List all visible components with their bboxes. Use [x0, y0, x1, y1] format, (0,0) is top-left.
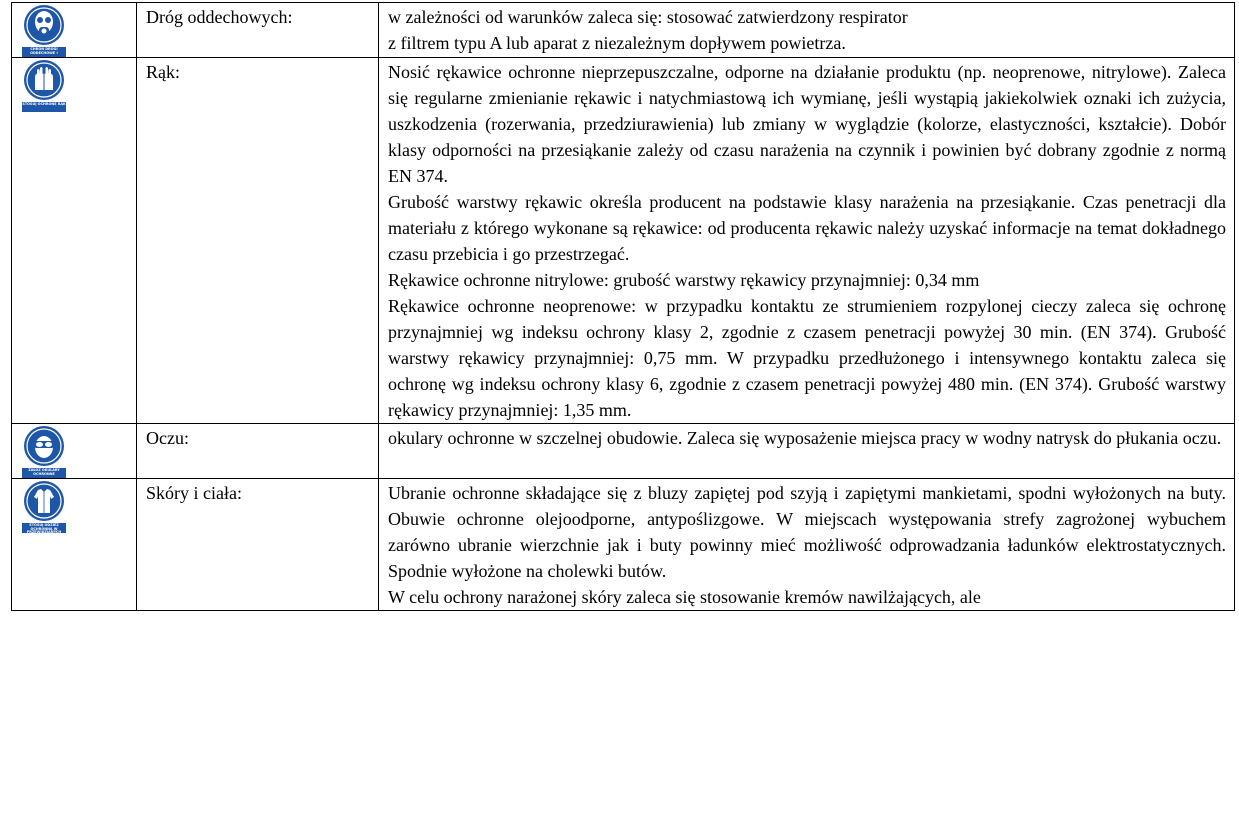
- sign-caption: STOSUJ OCHRONĘ RĄK: [22, 102, 66, 112]
- sign-caption: ZAŁÓŻ OKULARY OCHRONNE: [22, 468, 66, 478]
- paragraph: Nosić rękawice ochronne nieprzepuszczalne, odporne na działanie produktu (np. neoprenowe, nitrylowe). Zaleca się regularne zmienianie rękawic i natychmiastową ich wymianę, jeśli wystąpią jakiekolwiek oznaki ich zużycia, uszkodzenia (rozerwania, przedziurawienia) lub zmiany w wyglądzie (kolorze, elastyczności, kształcie). Dobór klasy odporności na przesiąkanie zależy od czasu narażenia na czynnik i powinien być dobrany zgodnie z normą EN 374.: [388, 62, 1226, 186]
- table-row-respiratory: [12, 3, 1235, 58]
- icon-cell: [12, 424, 137, 479]
- table-row-hands: [12, 58, 1235, 424]
- row-label: Skóry i ciała:: [137, 479, 379, 611]
- row-description: [379, 479, 1235, 611]
- paragraph: w zależności od warunków zaleca się: stosować zatwierdzony respirator: [388, 7, 908, 27]
- protective-clothing-icon: [22, 481, 66, 538]
- paragraph: Rękawice ochronne neoprenowe: w przypadku kontaktu ze strumieniem rozpylonej cieczy zaleca się ochronę przynajmniej wg indeksu ochrony klasy 2, zgodnie z czasem penetracji powyżej 30 min. (EN 374). Grubość warstwy rękawicy przynajmniej: 0,75 mm. W przypadku przedłużonego i intensywnego kontaktu zaleca się ochronę wg indeksu ochrony klasy 6, zgodnie z czasem penetracji powyżej 480 min. (EN 374). Grubość warstwy rękawicy przynajmniej: 1,35 mm.: [388, 296, 1226, 420]
- icon-cell: [12, 3, 137, 58]
- sign-caption: STOSUJ ODZIEŻ OCHRONNĄ W PRZEWIDZIANYCH PRZYPADKACH: [22, 523, 66, 533]
- icon-cell: [12, 479, 137, 611]
- ppe-table-container: [11, 2, 1234, 611]
- paragraph: Ubranie ochronne składające się z bluzy zapiętej pod szyją i zapiętymi mankietami, spodni wyłożonych na buty. Obuwie ochronne olejoodporne, antypoślizgowe. W miejscach występowania strefy zagrożonej wybuchem zarówno ubranie wierzchnie jak i buty powinny mieć możliwość odprowadzania ładunków elektrostatycznych. Spodnie wyłożone na cholewki butów.: [388, 483, 1226, 581]
- row-description: [379, 424, 1235, 479]
- row-description: [379, 3, 1235, 58]
- row-description: [379, 58, 1235, 424]
- row-label: Rąk:: [137, 58, 379, 424]
- sign-caption: CHROŃ DROGI ODDECHOWE !: [22, 47, 66, 57]
- table-row-eyes: [12, 424, 1235, 479]
- row-label: Dróg oddechowych:: [137, 3, 379, 58]
- ppe-table: [11, 2, 1235, 611]
- paragraph: okulary ochronne w szczelnej obudowie. Zaleca się wyposażenie miejsca pracy w wodny natrysk do płukania oczu.: [388, 428, 1222, 448]
- icon-cell: [12, 58, 137, 424]
- table-row-skin-body: [12, 479, 1235, 611]
- paragraph: Grubość warstwy rękawic określa producent na podstawie klasy narażenia na przesiąkanie. Czas penetracji dla materiału z którego wykonane są rękawice: od producenta rękawic należy uzyskać informacje na temat dokładnego czasu przebicia i go przestrzegać.: [388, 192, 1226, 264]
- safety-goggles-icon: [22, 426, 66, 478]
- respirator-mask-icon: [22, 5, 66, 57]
- paragraph: Rękawice ochronne nitrylowe: grubość warstwy rękawicy przynajmniej: 0,34 mm: [388, 270, 980, 290]
- paragraph: z filtrem typu A lub aparat z niezależnym dopływem powietrza.: [388, 33, 846, 53]
- row-label: Oczu:: [137, 424, 379, 479]
- protective-gloves-icon: [22, 60, 66, 112]
- paragraph: W celu ochrony narażonej skóry zaleca się stosowanie kremów nawilżających, ale: [388, 587, 981, 607]
